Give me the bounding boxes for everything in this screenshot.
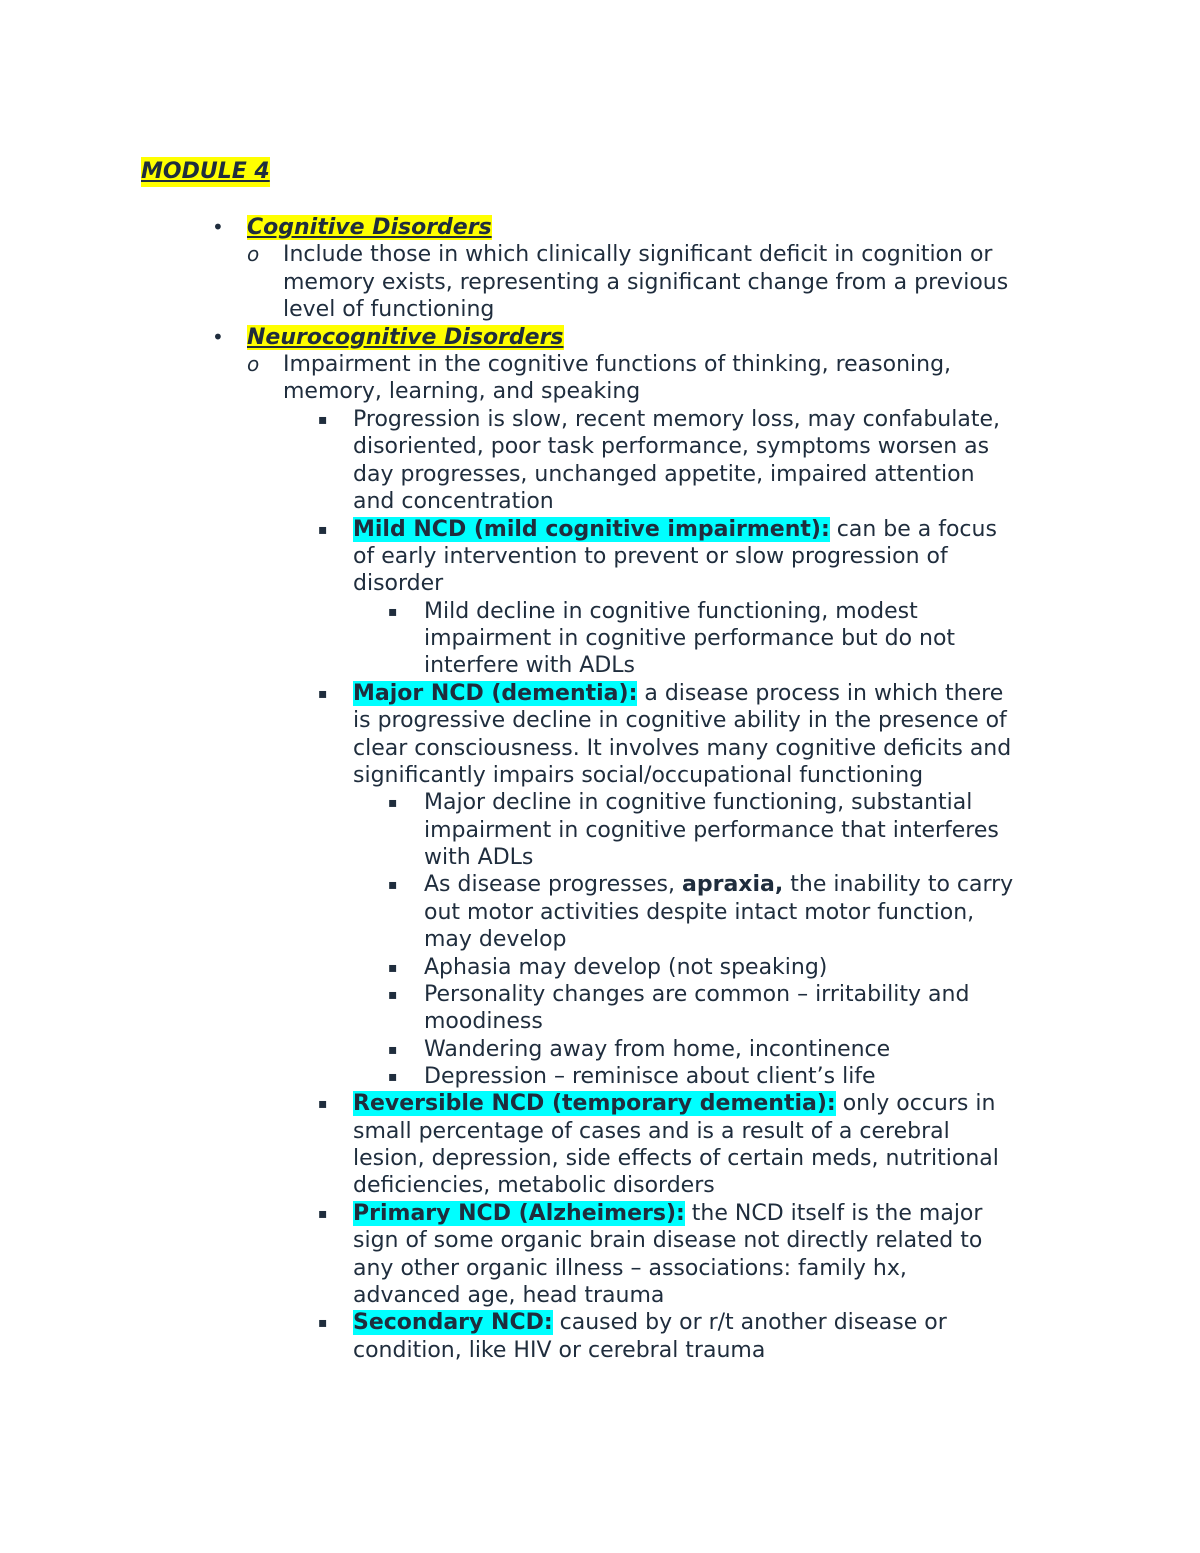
body-line: sign of some organic brain disease not directly related to [353,1228,983,1253]
body-line: deficiencies, metabolic disorders [353,1173,715,1198]
body-line: Major decline in cognitive functioning, substantial [424,790,973,815]
term-line-mild-ncd: Mild NCD (mild cognitive impairment): can be a focus [353,517,997,542]
body-line: memory exists, representing a significant change from a previous [283,270,1009,295]
body-line: Personality changes are common – irritability and [424,982,970,1007]
apraxia-line: As disease progresses, apraxia, the inability to carry [424,872,1014,897]
body-line: impairment in cognitive performance but do not [424,626,956,651]
body-line: small percentage of cases and is a result of a cerebral [353,1119,950,1144]
square-bullet-icon: ▪ [318,1315,328,1331]
term-line-secondary-ncd: Secondary NCD: caused by or r/t another disease or [353,1310,947,1335]
square-bullet-icon: ▪ [318,686,328,702]
section-heading-neurocognitive: Neurocognitive Disorders [247,325,564,350]
square-bullet-icon: ▪ [388,604,398,620]
square-bullet-icon: ▪ [388,987,398,1003]
body-line: Depression – reminisce about client’s life [424,1064,876,1089]
body-line: disoriented, poor task performance, symptoms worsen as [353,434,990,459]
square-bullet-icon: ▪ [318,522,328,538]
sub-bullet-icon: o [247,242,260,266]
body-line: Mild decline in cognitive functioning, modest [424,599,918,624]
body-line: Impairment in the cognitive functions of thinking, reasoning, [283,352,952,377]
body-line: out motor activities despite intact motor function, [424,900,975,925]
body-line: disorder [353,571,444,596]
bullet-icon: • [212,325,224,349]
term-line-primary-ncd: Primary NCD (Alzheimers): the NCD itself is the major [353,1201,983,1226]
term-reversible-ncd: Reversible NCD (temporary dementia): [353,1091,836,1116]
body-line: Include those in which clinically significant deficit in cognition or [283,242,993,267]
body-line: any other organic illness – associations: family hx, [353,1256,907,1281]
body-line: condition, like HIV or cerebral trauma [353,1338,766,1363]
module-title: MODULE 4 [141,157,270,187]
square-bullet-icon: ▪ [388,1042,398,1058]
section-heading-cognitive: Cognitive Disorders [247,215,492,240]
body-line: lesion, depression, side effects of certain meds, nutritional [353,1146,999,1171]
term-apraxia: apraxia, [682,872,784,897]
body-line: level of functioning [283,297,495,322]
body-line: advanced age, head trauma [353,1283,665,1308]
term-primary-ncd: Primary NCD (Alzheimers): [353,1201,685,1226]
body-line: clear consciousness. It involves many cognitive deficits and [353,736,1012,761]
body-line: interfere with ADLs [424,653,636,678]
square-bullet-icon: ▪ [388,795,398,811]
square-bullet-icon: ▪ [318,412,328,428]
body-line: of early intervention to prevent or slow progression of [353,544,948,569]
square-bullet-icon: ▪ [318,1096,328,1112]
square-bullet-icon: ▪ [388,877,398,893]
body-line: and concentration [353,489,554,514]
body-line: Progression is slow, recent memory loss, may confabulate, [353,407,1000,432]
sub-bullet-icon: o [247,352,260,376]
body-line: may develop [424,927,567,952]
body-line: Aphasia may develop (not speaking) [424,955,828,980]
bullet-icon: • [212,215,224,239]
term-major-ncd: Major NCD (dementia): [353,681,638,706]
body-line: memory, learning, and speaking [283,379,641,404]
term-secondary-ncd: Secondary NCD: [353,1310,553,1335]
body-line: Wandering away from home, incontinence [424,1037,891,1062]
body-line: day progresses, unchanged appetite, impaired attention [353,462,975,487]
square-bullet-icon: ▪ [388,960,398,976]
square-bullet-icon: ▪ [318,1206,328,1222]
term-mild-ncd: Mild NCD (mild cognitive impairment): [353,517,830,542]
body-line: is progressive decline in cognitive ability in the presence of [353,708,1007,733]
body-line: with ADLs [424,845,534,870]
body-line: significantly impairs social/occupational functioning [353,763,924,788]
body-line: moodiness [424,1009,543,1034]
term-line-major-ncd: Major NCD (dementia): a disease process in which there [353,681,1004,706]
square-bullet-icon: ▪ [388,1069,398,1085]
term-line-reversible-ncd: Reversible NCD (temporary dementia): only occurs in [353,1091,996,1116]
body-line: impairment in cognitive performance that interferes [424,818,999,843]
